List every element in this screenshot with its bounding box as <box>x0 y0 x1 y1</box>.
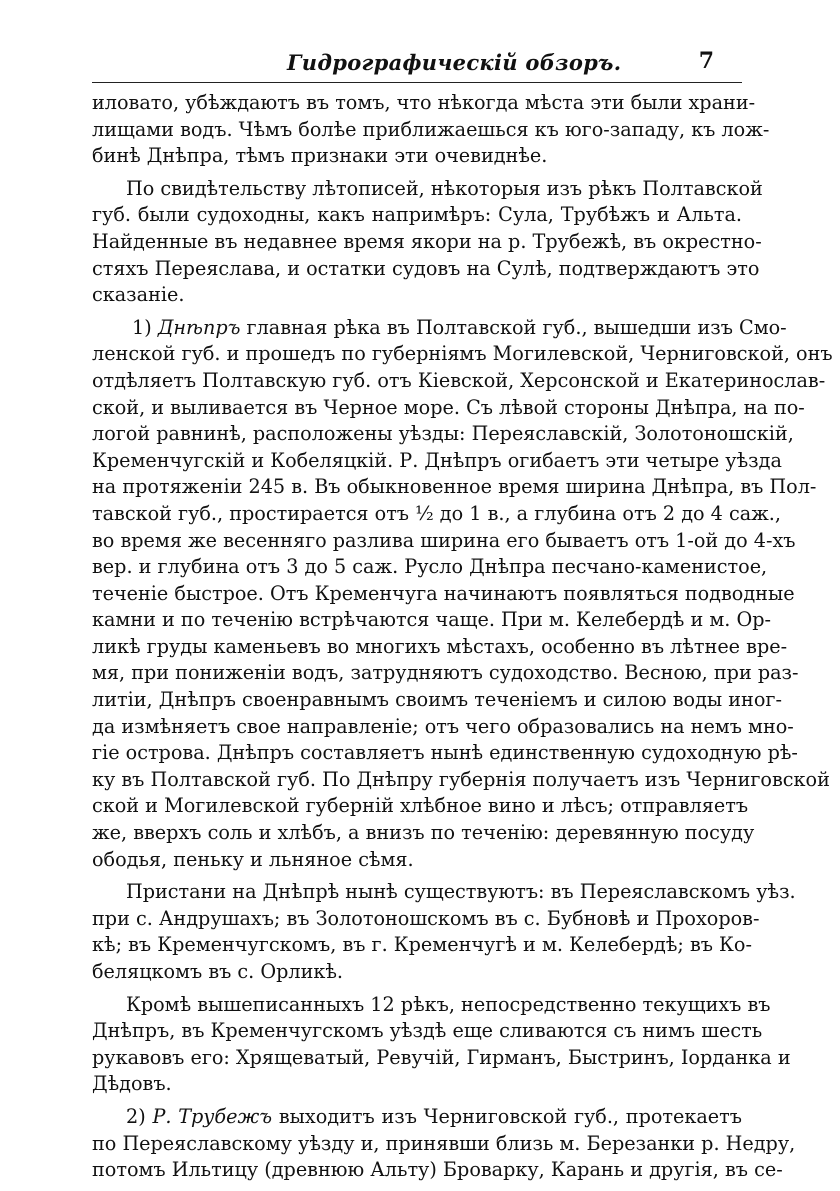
paragraph-trubezh <box>92 1104 796 1184</box>
text-line: рукавовъ его: Хрящеватый, Ревучій, Гирманъ, Быстринъ, Іорданка и <box>92 1045 791 1069</box>
text-line: гіе острова. Днѣпръ составляетъ нынѣ единственную судоходную рѣ- <box>92 741 798 765</box>
text-line: Пристани на Днѣпрѣ нынѣ существуютъ: въ Переяславскомъ уѣз. <box>126 880 796 904</box>
text-line: По свидѣтельству лѣтописей, нѣкоторыя изъ рѣкъ Полтавской <box>126 176 763 200</box>
text-line: ской и Могилевской губерній хлѣбное вино и лѣсъ; отправляетъ <box>92 794 749 818</box>
river-name: Днѣпръ <box>157 315 241 339</box>
page-body <box>92 90 833 1190</box>
text-line <box>92 1104 742 1131</box>
text-line: при с. Андрушахъ; въ Золотоношскомъ въ с. Бубновѣ и Прохоров- <box>92 906 760 930</box>
text-line: потомъ Ильтицу (древнюю Альту) Броварку, Карань и другія, въ се- <box>92 1158 783 1182</box>
paragraph <box>92 176 763 309</box>
text-line: тавской губ., простирается отъ ½ до 1 в., а глубина отъ 2 до 4 саж., <box>92 501 782 525</box>
text-line: во время же весенняго разлива ширина его бываетъ отъ 1-ой до 4-хъ <box>92 528 796 552</box>
text-line: кѣ; въ Кременчугскомъ, въ г. Кременчугѣ и м. Келебердѣ; въ Ко- <box>92 933 752 957</box>
text-line: Кромѣ вышеписанныхъ 12 рѣкъ, непосредственно текущихъ въ <box>126 992 771 1016</box>
text-line: сказаніе. <box>92 283 185 307</box>
text-line: иловато, убѣждаютъ въ томъ, что нѣкогда мѣста эти были храни- <box>92 91 756 114</box>
text-line: Днѣпръ, въ Кременчугскомъ уѣздѣ еще сливаются съ нимъ шесть <box>92 1019 763 1043</box>
text-line: стяхъ Переяслава, и остатки судовъ на Сулѣ, подтверждаютъ это <box>92 256 760 280</box>
item-number: 2) <box>126 1104 146 1128</box>
text-line: по Переяславскому уѣзду и, принявши близь м. Березанки р. Недру, <box>92 1131 796 1155</box>
text-line: губ. были судоходны, какъ напримѣръ: Сула, Трубѣжъ и Альта. <box>92 203 742 227</box>
page-header <box>92 48 742 83</box>
text-line: же, вверхъ соль и хлѣбъ, а внизъ по теченію: деревянную посуду <box>92 821 755 845</box>
text-line: логой равнинѣ, расположены уѣзды: Переяславскій, Золотоношскій, <box>92 422 794 446</box>
text-line: беляцкомъ въ с. Орликѣ. <box>92 960 344 983</box>
paragraph <box>92 992 791 1098</box>
text-line: Найденные въ недавнее время якори на р. Трубежѣ, въ окрестно- <box>92 229 762 253</box>
page-number: 7 <box>698 48 714 74</box>
text-line: теченіе быстрое. Отъ Кременчуга начинаютъ появляться подводные <box>92 581 795 605</box>
text-line: мя, при пониженіи водъ, затрудняютъ судоходство. Весною, при раз- <box>92 661 799 685</box>
text-line: ободья, пеньку и льняное сѣмя. <box>92 847 414 871</box>
text-line: ской, и выливается въ Черное море. Съ лѣвой стороны Днѣпра, на по- <box>92 395 805 419</box>
text-line: Кременчугскій и Кобеляцкій. Р. Днѣпръ огибаетъ эти четыре уѣзда <box>92 448 782 472</box>
text-line: на протяженіи 245 в. Въ обыкновенное время ширина Днѣпра, въ Пол- <box>92 475 817 499</box>
paragraph-dnieper <box>92 315 833 873</box>
text-line: лищами водъ. Чѣмъ болѣе приближаешься къ юго-западу, къ лож- <box>92 117 770 141</box>
text-line: отдѣляетъ Полтавскую губ. отъ Кіевской, Херсонской и Екатеринослав- <box>92 368 826 392</box>
paragraph <box>92 90 770 170</box>
text-line: ликѣ груды каменьевъ во многихъ мѣстахъ, особенно въ лѣтнее вре- <box>92 634 788 658</box>
river-name: Р. Трубежъ <box>152 1104 273 1128</box>
text-line: бинѣ Днѣпра, тѣмъ признаки эти очевиднѣе. <box>92 144 548 168</box>
text-line: литіи, Днѣпръ своенравнымъ своимъ теченіемъ и силою воды иног- <box>92 688 782 712</box>
paragraph <box>92 879 796 985</box>
text-line: Дѣдовъ. <box>92 1072 172 1096</box>
text-line: камни и по теченію встрѣчаются чаще. При м. Келебердѣ и м. Ор- <box>92 608 771 632</box>
text-line: вер. и глубина отъ 3 до 5 саж. Русло Днѣпра песчано-каменистое, <box>92 555 768 579</box>
item-number: 1) <box>132 315 152 339</box>
running-title: Гидрографическій обзоръ. <box>287 50 622 75</box>
text-line: ленской губ. и прошедъ по губерніямъ Могилевской, Черниговской, онъ <box>92 342 833 366</box>
text-line: да измѣняетъ свое направленіе; отъ чего образовались на немъ мно- <box>92 714 794 738</box>
text-line <box>92 315 787 342</box>
text-line: ку въ Полтавской губ. По Днѣпру губернія получаетъ изъ Черниговской <box>92 767 830 791</box>
text-fragment: главная рѣка въ Полтавской губ., вышедши изъ Смо- <box>246 315 787 339</box>
text-fragment: выходитъ изъ Черниговской губ., протекаетъ <box>278 1104 742 1128</box>
